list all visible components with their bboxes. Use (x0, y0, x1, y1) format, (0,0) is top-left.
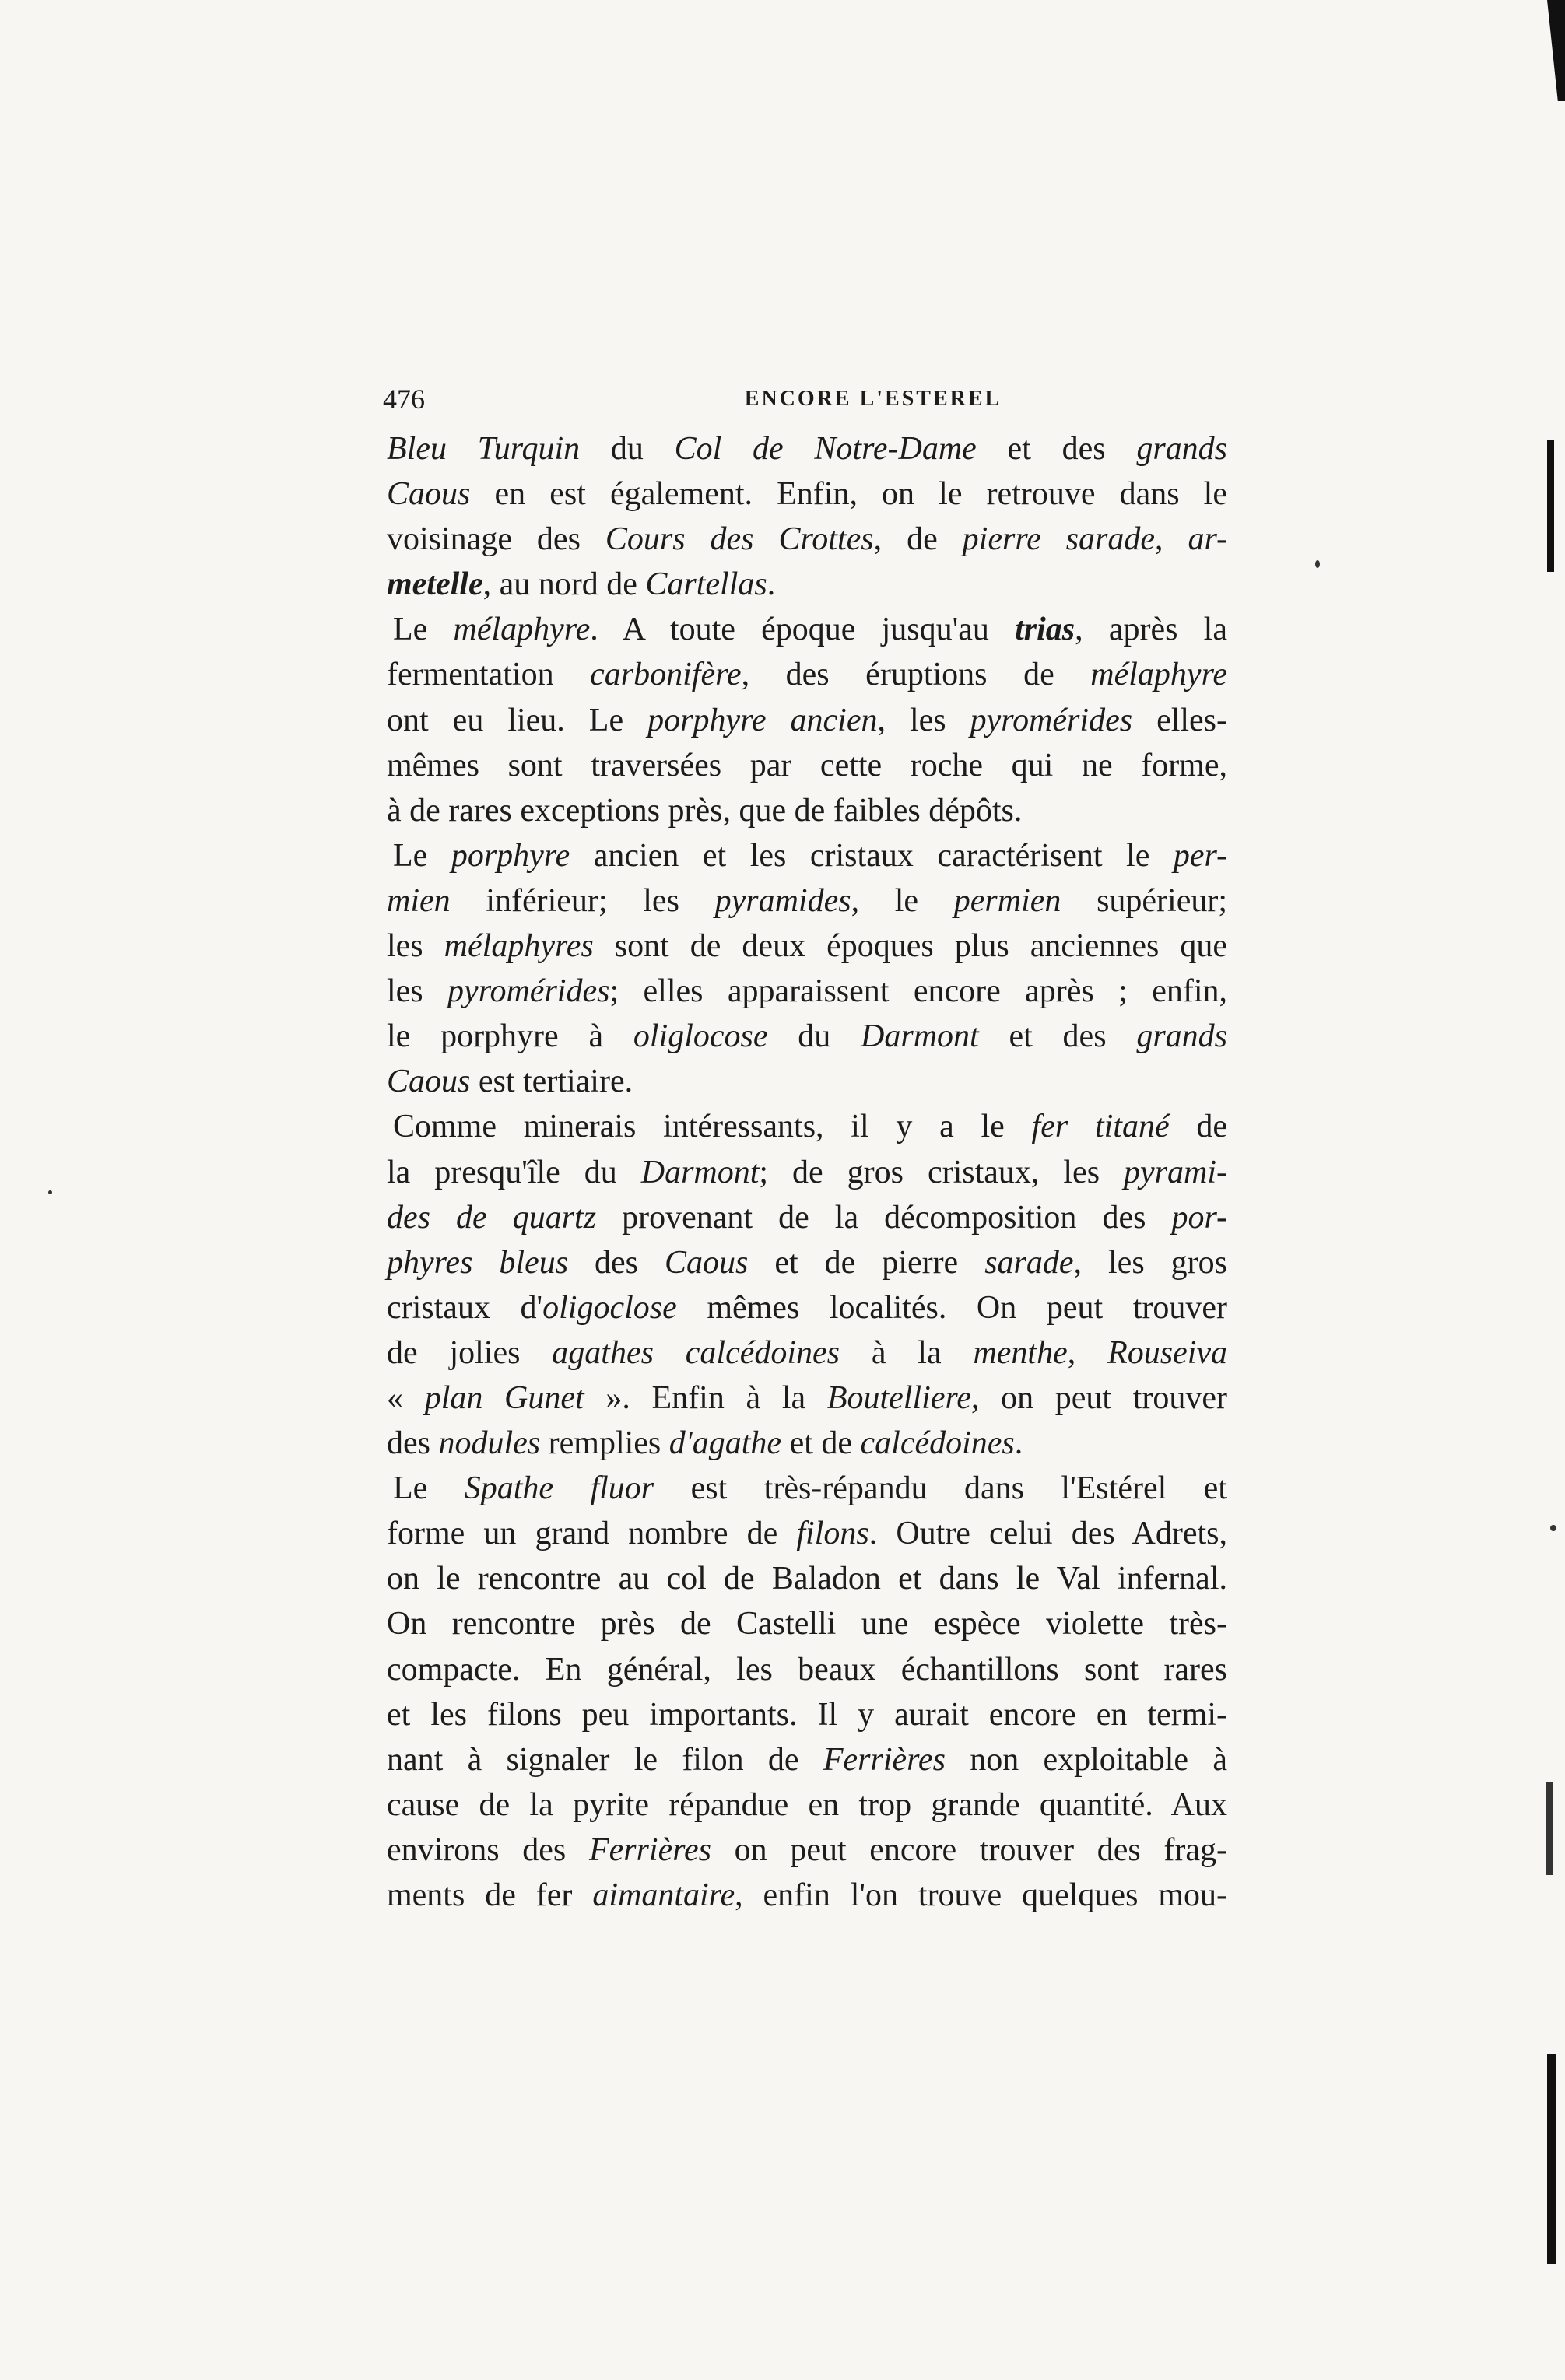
italic-run: Caous (387, 1064, 471, 1100)
italic-run: Darmont (861, 1018, 979, 1055)
italic-run: des de quartz (387, 1199, 597, 1236)
text-line (387, 1556, 1227, 1601)
italic-run: d'agathe (668, 1425, 782, 1462)
text-run: les (387, 973, 448, 1010)
text-run: à la (840, 1334, 974, 1371)
text-line (387, 652, 1227, 697)
text-run: mêmes localités. On peut trouver (676, 1289, 1227, 1326)
italic-run: sarade (984, 1244, 1074, 1281)
scan-edge-mark (1547, 2054, 1556, 2264)
italic-run: agathes calcédoines (552, 1334, 840, 1371)
italic-run: mien (387, 882, 451, 919)
paragraph (387, 1466, 1227, 1918)
italic-run: grands (1136, 431, 1228, 467)
text-line (387, 517, 1227, 562)
italic-run: mélaphyre (1090, 657, 1227, 693)
italic-run: pyrami- (1124, 1154, 1227, 1190)
text-run: est tertiaire. (470, 1064, 633, 1100)
paragraph (387, 1104, 1227, 1466)
text-run: à de rares exceptions près, que de faibles dépôts. (387, 792, 1023, 829)
italic-run: porphyre (451, 837, 570, 874)
italic-run: plan Gunet (424, 1379, 584, 1416)
text-run: , après la (1075, 612, 1227, 648)
text-run: de jolies (387, 1334, 553, 1371)
text-line (387, 743, 1227, 788)
scan-speck (1315, 560, 1320, 568)
italic-run: Ferrières (823, 1741, 946, 1778)
italic-run: mélaphyre (453, 612, 591, 648)
text-line (387, 1692, 1227, 1737)
text-run: environs des (387, 1831, 589, 1868)
text-line (387, 1376, 1227, 1421)
text-run: Le (393, 1470, 465, 1507)
paragraph (387, 833, 1227, 1105)
italic-run: pyramides (714, 882, 851, 919)
text-line (387, 969, 1227, 1014)
italic-run: Bleu Turquin (387, 431, 581, 467)
text-line (387, 1014, 1227, 1059)
running-title: ENCORE L'ESTEREL (744, 387, 1002, 411)
scan-speck (48, 1190, 52, 1194)
italic-run: trias (1015, 612, 1075, 648)
italic-run: nodules (438, 1425, 541, 1462)
text-run: provenant de la décomposition des (596, 1199, 1172, 1236)
text-line (387, 1150, 1227, 1195)
text-run: , (1155, 521, 1188, 558)
page-number: 476 (383, 384, 425, 415)
text-run: ancien et les cristaux caractérisent le (570, 837, 1174, 874)
italic-run: permien (953, 882, 1061, 919)
italic-run: carbonifère (590, 657, 742, 693)
italic-run: Col de Notre-Dame (674, 431, 977, 467)
body-text (387, 426, 1227, 1918)
text-run: cristaux d' (387, 1289, 543, 1326)
italic-run: Boutelliere (826, 1379, 971, 1416)
text-run: Comme minerais intéressants, il y a le (393, 1109, 1032, 1145)
text-line (387, 878, 1227, 924)
italic-run: aimantaire (592, 1877, 735, 1913)
italic-run: pierre sarade (962, 521, 1156, 558)
text-run: nant à signaler le filon de (387, 1741, 823, 1778)
italic-run: Caous (665, 1244, 749, 1281)
italic-run: ar- (1188, 521, 1228, 558)
italic-run: Darmont (640, 1154, 760, 1190)
text-line (387, 1511, 1227, 1556)
text-run: , (1067, 1334, 1108, 1371)
italic-run: por- (1171, 1199, 1227, 1236)
text-run: inférieur; les (450, 882, 715, 919)
text-line (387, 698, 1227, 743)
text-line (387, 1285, 1227, 1330)
text-line (387, 471, 1227, 517)
text-run: la presqu'île du (387, 1154, 641, 1190)
text-run: le porphyre à (387, 1018, 633, 1055)
text-run: ont eu lieu. Le (387, 702, 648, 738)
text-line (387, 788, 1227, 833)
text-line (387, 1737, 1227, 1782)
text-run: et de pierre (748, 1244, 985, 1281)
text-run: forme un grand nombre de (387, 1516, 797, 1552)
text-run: les (387, 928, 444, 965)
text-line (387, 607, 1227, 652)
running-header (383, 380, 1225, 419)
italic-run: oligoclose (542, 1289, 677, 1326)
italic-run: Cartellas (645, 566, 767, 603)
text-run: et des (976, 431, 1137, 467)
text-line (387, 1330, 1227, 1376)
text-run: Le (393, 837, 451, 874)
text-line (387, 1647, 1227, 1692)
text-line (387, 833, 1227, 878)
text-line (387, 1873, 1227, 1918)
text-run: mêmes sont traversées par cette roche qui ne forme, (387, 747, 1227, 783)
text-run: , des éruptions de (741, 657, 1091, 693)
paragraph (387, 426, 1227, 607)
scan-edge-mark (1547, 0, 1565, 101)
text-run: , le (851, 882, 954, 919)
text-run: Le (393, 612, 454, 648)
text-run: , les (877, 702, 970, 738)
text-run: est très-répandu dans l'Estérel et (654, 1470, 1227, 1507)
italic-run: per- (1173, 837, 1228, 874)
text-run: voisinage des (387, 521, 605, 558)
text-run: des (387, 1425, 439, 1462)
text-run: du (580, 431, 675, 467)
italic-run: fer titané (1031, 1109, 1170, 1145)
text-run: non exploitable à (945, 1741, 1227, 1778)
text-line (387, 1059, 1227, 1104)
text-line (387, 1466, 1227, 1511)
text-run: cause de la pyrite répandue en trop grande quantité. Aux (387, 1786, 1227, 1823)
text-run: . (767, 566, 776, 603)
scan-speck (1550, 1525, 1556, 1531)
text-run: on peut encore trouver des frag- (711, 1831, 1227, 1868)
text-run: ; de gros cristaux, les (759, 1154, 1125, 1190)
italic-run: oliglocose (633, 1018, 768, 1055)
italic-run: Rouseiva (1107, 1334, 1228, 1371)
text-run: . A toute époque jusqu'au (590, 612, 1016, 648)
text-line (387, 1828, 1227, 1873)
text-run: « (387, 1379, 425, 1416)
italic-run: calcédoines (860, 1425, 1015, 1462)
text-run: on le rencontre au col de Baladon et dans le Val infernal. (387, 1561, 1227, 1597)
text-line (387, 562, 1227, 607)
italic-run: Cours des Crottes (605, 521, 874, 558)
text-line (387, 1421, 1227, 1466)
text-run: , de (873, 521, 963, 558)
text-run: , enfin l'on trouve quelques mou- (735, 1877, 1227, 1913)
text-run: de (1169, 1109, 1227, 1145)
text-line (387, 1601, 1227, 1646)
italic-run: Spathe fluor (464, 1470, 654, 1507)
italic-run: mélaphyres (444, 928, 594, 965)
text-line (387, 1195, 1227, 1240)
text-run: et de (781, 1425, 861, 1462)
italic-run: pyromérides (970, 702, 1133, 738)
paragraph (387, 607, 1227, 832)
text-run: fermentation (387, 657, 591, 693)
text-run: compacte. En général, les beaux échantillons sont rares (387, 1651, 1227, 1688)
italic-run: filons (796, 1516, 869, 1552)
text-run: remplies (540, 1425, 669, 1462)
text-run: supérieur; (1061, 882, 1228, 919)
text-line (387, 1782, 1227, 1828)
text-run: , on peut trouver (970, 1379, 1228, 1416)
text-run: . Outre celui des Adrets, (868, 1516, 1228, 1552)
text-line (387, 1240, 1227, 1285)
text-run: sont de deux époques plus anciennes que (593, 928, 1227, 965)
text-run: elles- (1132, 702, 1228, 738)
text-run: et les filons peu importants. Il y aurait encore en termi- (387, 1696, 1227, 1733)
scan-edge-mark (1546, 1782, 1553, 1875)
text-line (387, 924, 1227, 969)
italic-run: phyres bleus (387, 1244, 569, 1281)
text-run: des (568, 1244, 665, 1281)
text-line (387, 426, 1227, 471)
text-run: , les gros (1073, 1244, 1227, 1281)
text-run: On rencontre près de Castelli une espèce violette très- (387, 1606, 1227, 1642)
italic-run: menthe (973, 1334, 1068, 1371)
italic-run: porphyre ancien (647, 702, 878, 738)
text-run: et des (978, 1018, 1137, 1055)
text-run: en est également. Enfin, on le retrouve dans le (470, 476, 1227, 513)
italic-run: metelle (387, 566, 483, 603)
italic-run: Caous (387, 476, 471, 513)
italic-run: pyromérides (447, 973, 610, 1010)
text-run: , au nord de (482, 566, 646, 603)
text-line (387, 1104, 1227, 1149)
text-run: du (767, 1018, 861, 1055)
text-run: ; elles apparaissent encore après ; enfin, (609, 973, 1227, 1010)
scan-edge-mark (1547, 440, 1554, 572)
italic-run: grands (1136, 1018, 1228, 1055)
italic-run: Ferrières (588, 1831, 712, 1868)
text-run: ». Enfin à la (584, 1379, 827, 1416)
text-run: . (1014, 1425, 1023, 1462)
text-run: ments de fer (387, 1877, 593, 1913)
